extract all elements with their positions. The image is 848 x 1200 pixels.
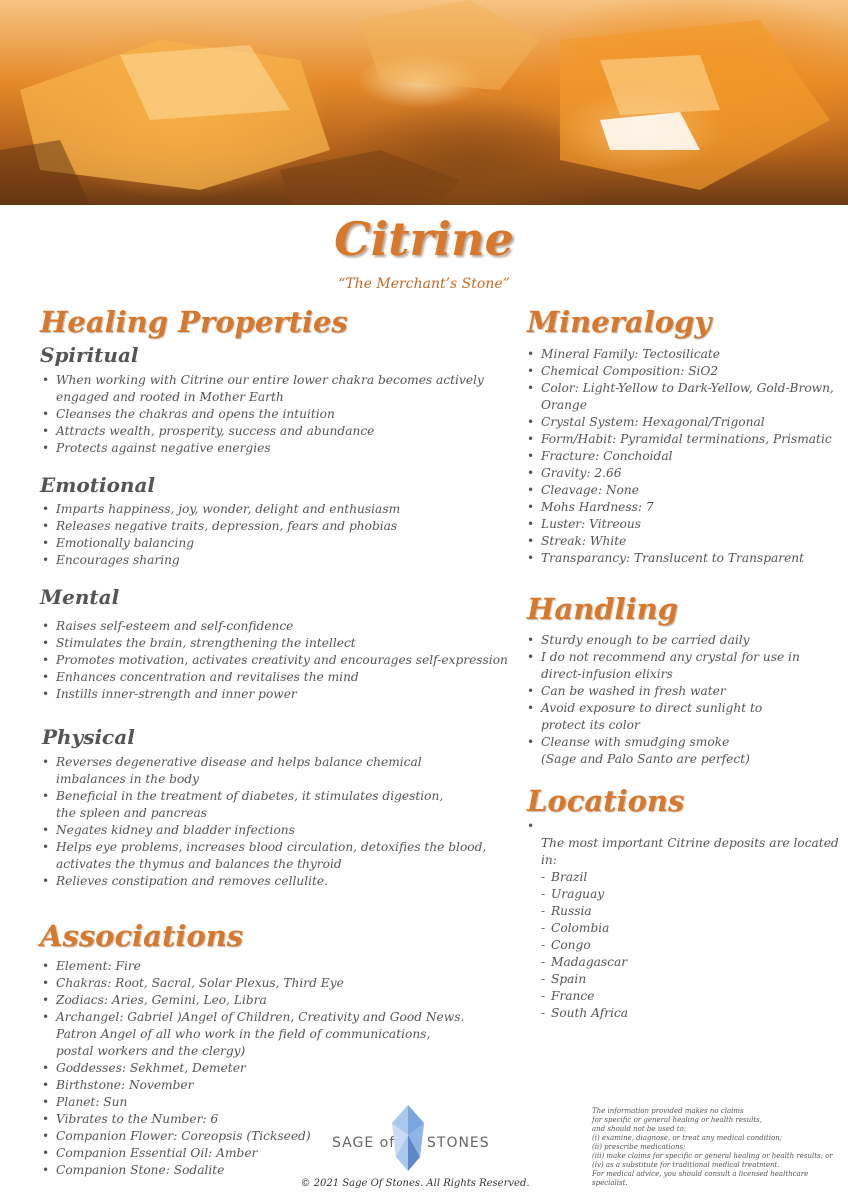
associations-heading: Associations xyxy=(40,919,244,953)
mineralogy-item: • Color: Light-Yellow to Dark-Yellow, Gold-Brown, Orange xyxy=(525,380,840,414)
association-item: • Planet: Sun xyxy=(40,1094,510,1111)
handling-item: • Sturdy enough to be carried daily xyxy=(525,632,840,649)
handling-item: • I do not recommend any crystal for use in direct-infusion elixirs xyxy=(525,649,840,683)
medical-disclaimer: The information provided makes no claims for specific or general healing or health results, and should not be used to: (i) examine, diagnose, or treat any medical condition; (ii) prescribe medications; (iii) make claims for specific or general healing or health results; or (iv) as a substitute for traditional medical treatment. For medical advice, you should consult a licensed healthcare specialist. xyxy=(592,1107,833,1187)
mineralogy-list xyxy=(525,346,840,567)
mineralogy-item: • Fracture: Conchoidal xyxy=(525,448,840,465)
association-item: • Companion Stone: Sodalite xyxy=(40,1162,510,1179)
emotional-item: • Encourages sharing xyxy=(40,552,510,569)
emotional-item: • Imparts happiness, joy, wonder, delight and enthusiasm xyxy=(40,501,510,518)
association-item: • Companion Flower: Coreopsis (Tickseed) xyxy=(40,1128,510,1145)
handling-item: • Avoid exposure to direct sunlight to protect its color xyxy=(525,700,840,734)
association-item: • Vibrates to the Number: 6 xyxy=(40,1111,510,1128)
hero-crystal-image xyxy=(0,0,848,205)
mineralogy-item: • Mohs Hardness: 7 xyxy=(525,499,840,516)
location-item: - Brazil xyxy=(541,869,840,886)
healing-properties-heading: Healing Properties xyxy=(40,305,348,339)
location-item: - Colombia xyxy=(541,920,840,937)
location-item: - Madagascar xyxy=(541,954,840,971)
physical-item: • Relieves constipation and removes cellulite. xyxy=(40,873,510,890)
locations-intro xyxy=(525,818,840,1039)
crystal-logo-icon xyxy=(390,1105,426,1171)
handling-item: • Can be washed in fresh water xyxy=(525,683,840,700)
emotional-item: • Releases negative traits, depression, fears and phobias xyxy=(40,518,510,535)
spiritual-item: • Protects against negative energies xyxy=(40,440,510,457)
spiritual-item: • Attracts wealth, prosperity, success and abundance xyxy=(40,423,510,440)
association-item: • Chakras: Root, Sacral, Solar Plexus, Third Eye xyxy=(40,975,510,992)
mental-item: • Stimulates the brain, strengthening the intellect xyxy=(40,635,510,652)
page-subtitle: “The Merchant’s Stone” xyxy=(338,276,510,292)
emotional-item: • Emotionally balancing xyxy=(40,535,510,552)
spiritual-heading: Spiritual xyxy=(40,343,139,367)
association-item: • Zodiacs: Aries, Gemini, Leo, Libra xyxy=(40,992,510,1009)
copyright-notice: © 2021 Sage Of Stones. All Rights Reserved. xyxy=(300,1178,530,1189)
location-item: - France xyxy=(541,988,840,1005)
association-item: • Element: Fire xyxy=(40,958,510,975)
mineralogy-item: • Cleavage: None xyxy=(525,482,840,499)
location-item: - Spain xyxy=(541,971,840,988)
mineralogy-heading: Mineralogy xyxy=(527,305,712,339)
association-item: • Archangel: Gabriel )Angel of Children, Creativity and Good News. Patron Angel of all who work in the field of communications, postal workers and the clergy) xyxy=(40,1009,510,1060)
mineralogy-item: • Luster: Vitreous xyxy=(525,516,840,533)
mental-item: • Promotes motivation, activates creativity and encourages self-expression xyxy=(40,652,510,669)
physical-item: • Reverses degenerative disease and helps balance chemical imbalances in the body xyxy=(40,754,510,788)
logo-text-left: SAGE of xyxy=(332,1135,396,1151)
association-item: • Companion Essential Oil: Amber xyxy=(40,1145,510,1162)
mental-item: • Enhances concentration and revitalises the mind xyxy=(40,669,510,686)
handling-item: • Cleanse with smudging smoke (Sage and Palo Santo are perfect) xyxy=(525,734,840,768)
mineralogy-item: • Gravity: 2.66 xyxy=(525,465,840,482)
logo-text-right: STONES xyxy=(427,1135,490,1151)
handling-heading: Handling xyxy=(527,592,678,626)
physical-item: • Negates kidney and bladder infections xyxy=(40,822,510,839)
locations-country-list xyxy=(541,869,840,1022)
association-item: • Birthstone: November xyxy=(40,1077,510,1094)
spiritual-item: • Cleanses the chakras and opens the intuition xyxy=(40,406,510,423)
physical-item: • Beneficial in the treatment of diabetes, it stimulates digestion, the spleen and pancreas xyxy=(40,788,510,822)
mineralogy-item: • Streak: White xyxy=(525,533,840,550)
mental-list xyxy=(40,618,510,703)
mental-heading: Mental xyxy=(40,585,120,609)
mental-item: • Raises self-esteem and self-confidence xyxy=(40,618,510,635)
emotional-heading: Emotional xyxy=(40,473,156,497)
mineralogy-item: • Transparancy: Translucent to Transparent xyxy=(525,550,840,567)
locations-list xyxy=(525,818,840,1039)
mineralogy-item: • Mineral Family: Tectosilicate xyxy=(525,346,840,363)
spiritual-list xyxy=(40,372,510,457)
mineralogy-item: • Form/Habit: Pyramidal terminations, Prismatic xyxy=(525,431,840,448)
spiritual-item: • When working with Citrine our entire lower chakra becomes actively engaged and rooted in Mother Earth xyxy=(40,372,510,406)
locations-intro-text: The most important Citrine deposits are located in: xyxy=(541,836,839,867)
physical-item: • Helps eye problems, increases blood circulation, detoxifies the blood, activates the thymus and balances the thyroid xyxy=(40,839,510,873)
mental-item: • Instills inner-strength and inner power xyxy=(40,686,510,703)
emotional-list xyxy=(40,501,510,569)
physical-heading: Physical xyxy=(42,725,135,749)
physical-list xyxy=(40,754,510,890)
sage-of-stones-logo xyxy=(332,1105,492,1175)
association-item: • Goddesses: Sekhmet, Demeter xyxy=(40,1060,510,1077)
locations-heading: Locations xyxy=(527,784,685,818)
location-item: - Russia xyxy=(541,903,840,920)
location-item: - Congo xyxy=(541,937,840,954)
location-item: - Uraguay xyxy=(541,886,840,903)
mineralogy-item: • Crystal System: Hexagonal/Trigonal xyxy=(525,414,840,431)
mineralogy-item: • Chemical Composition: SiO2 xyxy=(525,363,840,380)
handling-list xyxy=(525,632,840,768)
page-title: Citrine xyxy=(334,212,514,266)
location-item: - South Africa xyxy=(541,1005,840,1022)
